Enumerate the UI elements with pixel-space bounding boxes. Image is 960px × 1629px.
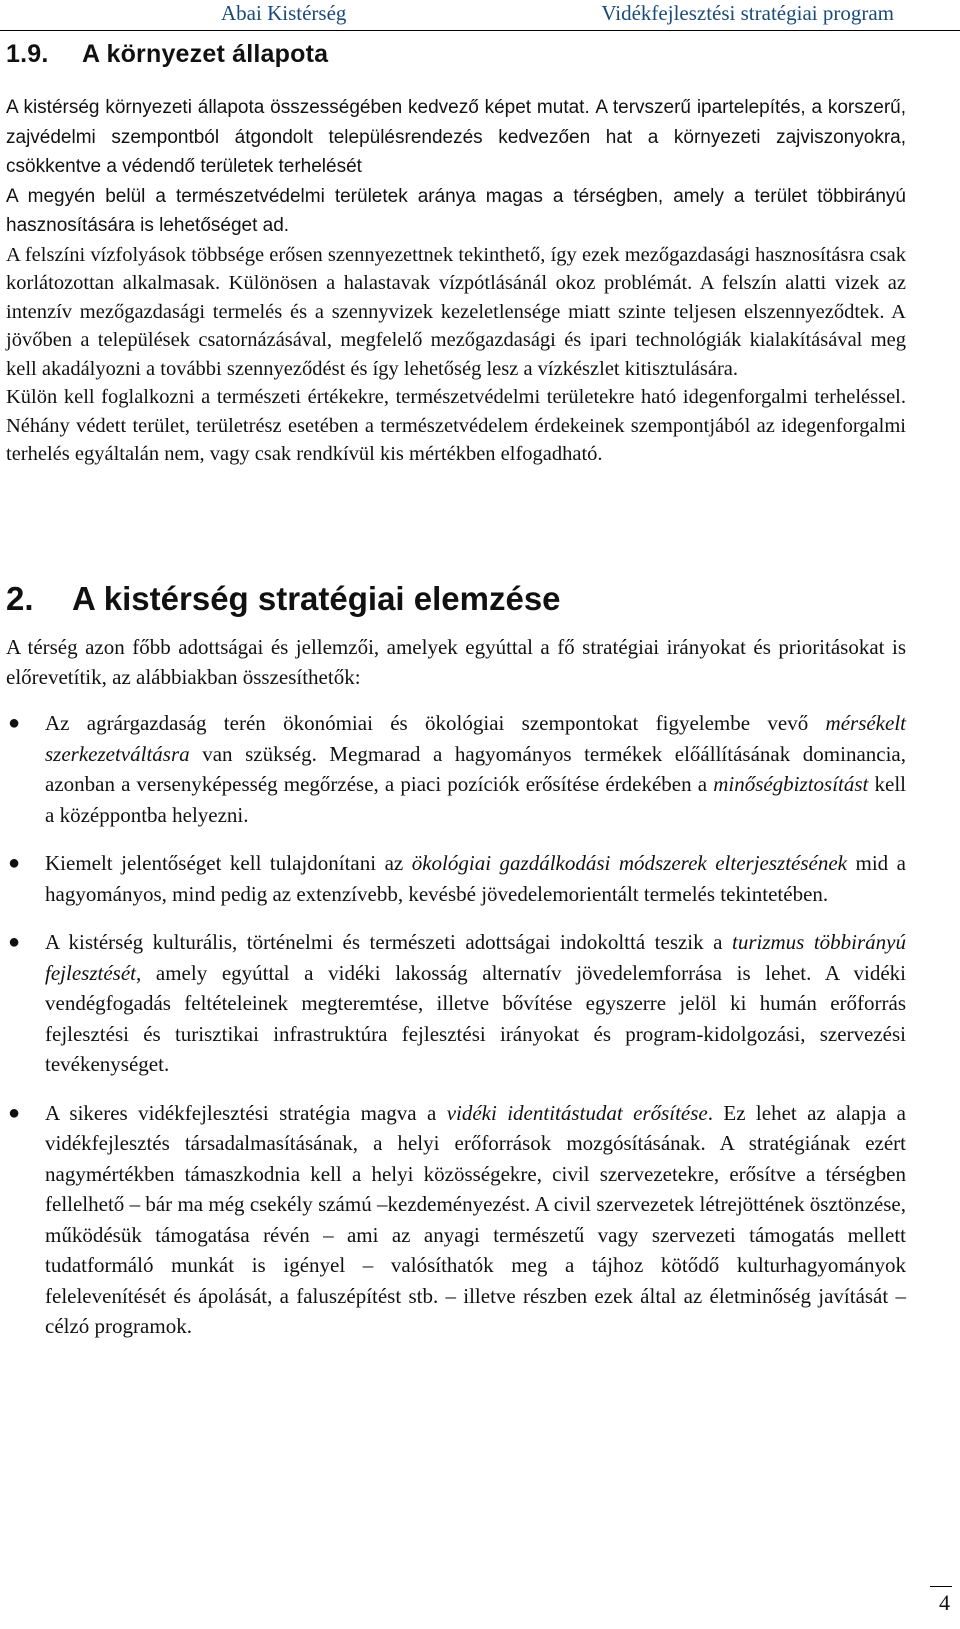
- paragraph-env-2: A tervszerű ipartelepítés, a korszerű, zajvédelmi szempontból átgondolt településrendezés kedvezően hat a környezeti zajviszonyokra, csökkentve a védendő területek terhelését: [6, 97, 906, 177]
- footer-rule: [930, 1586, 952, 1587]
- list-item: ● Kiemelt jelentőséget kell tulajdonítani az ökológiai gazdálkodási módszerek elterjesztésének mid a hagyományos, mind pedig az extenzívebb, kevésbé jövedelemorientált termelés tekintetében.: [0, 848, 906, 909]
- paragraph-water-2: A felszín alatti vizek az intenzív mezőgazdasági termelés és a szennyvizek kezeletlensége miatt szinte teljesen elszennyeződtek.: [6, 272, 907, 323]
- paragraph-water-1: A felszíni vízfolyások többsége erősen szennyezettnek tekinthető, így ezek mezőgazdasági hasznosításra csak korlátozottan alkalmasak. Különösen a halastavak vízpótlásánál okoz problémát.: [6, 243, 906, 294]
- header-region: Abai Kistérség: [221, 1, 347, 25]
- running-header: [0, 0, 960, 30]
- chapter-lead: A térség azon főbb adottságai és jellemzői, amelyek egyúttal a fő stratégiai irányokat és prioritásokat is előrevetítik, az alábbiakban összesíthetők:: [6, 635, 906, 689]
- section-title-text: A környezet állapota: [82, 40, 329, 68]
- chapter-title-text: A kistérség stratégiai elemzése: [72, 580, 561, 617]
- chapter-number: 2.: [6, 580, 34, 617]
- section-heading: [6, 40, 328, 69]
- chapter-heading: [6, 580, 561, 618]
- bullet-icon: ●: [8, 931, 21, 953]
- paragraph-water-3: A jövőben a települések csatornázásával, megfelelő mezőgazdasági és ipari technológiák kialakításával meg kell akadályozni a további szennyeződést és így lehetőség lesz a vízkészlet kitisztulására.: [6, 300, 906, 380]
- bullet-icon: ●: [8, 712, 21, 734]
- bullet-icon: ●: [8, 852, 21, 874]
- bullet-icon: ●: [8, 1101, 21, 1124]
- list-item: ● A kistérség kulturális, történelmi és természeti adottságai indokolttá teszik a turizmus többirányú fejlesztését, amely egyúttal a vidéki lakosság alternatív jövedelemforrása is lehet. A vidéki vendégfogadás feltételeinek megteremtése, illetve bővítése egyszerre jelöl ki humán erőforrás fejlesztési és turisztikai infrastruktúra fejlesztési irányokat és program-kidolgozási, szervezési tevékenységet.: [0, 927, 906, 1080]
- section-body: [6, 93, 906, 469]
- page-number: 4: [939, 1590, 950, 1615]
- header-rule: [0, 30, 960, 31]
- paragraph-tourism: Külön kell foglalkozni a természeti értékekre, természetvédelmi területekre ható idegenforgalmi terheléssel. Néhány védett terület, területrész esetében a természetvédelem érdekeinek szempontjából az idegenforgalmi terhelés egyáltalán nem, vagy csak rendkívül kis mértékben elfogadható.: [6, 386, 906, 465]
- list-item: ● Az agrárgazdaság terén ökonómiai és ökológiai szempontokat figyelembe vevő mérsékelt szerkezetváltásra van szükség. Megmarad a hagyományos termékek előállításának dominancia, azonban a versenyképesség megőrzése, a piaci pozíciók erősítése érdekében a minőségbiztosítást kell a középpontba helyezni.: [0, 708, 906, 830]
- header-program: Vidékfejlesztési stratégiai program: [601, 1, 894, 25]
- paragraph-env-1: A kistérség környezeti állapota összességében kedvező képet mutat.: [6, 97, 590, 118]
- paragraph-env-3: A megyén belül a természetvédelmi területek aránya magas a térségben, amely a terület többirányú hasznosítására is lehetőséget ad.: [6, 185, 906, 236]
- strategy-list: [0, 708, 960, 1360]
- section-number: 1.9.: [6, 40, 49, 68]
- list-item: ● A sikeres vidékfejlesztési stratégia magva a vidéki identitástudat erősítése. Ez lehet az alapja a vidékfejlesztés társadalmasításának, a helyi erőforrások mozgósításának. A stratégiának ezért nagymértékben támaszkodnia kell a helyi közösségekre, civil szervezetekre, erősítve a térségben fellelhető – bár ma még csekély számú –kezdeményezést. A civil szervezetek létrejöttének ösztönzése, működésük támogatása révén – ami az anyagi természetű vagy szervezeti támogatás mellett tudatformáló munkát is igényel – valósíthatók meg a tájhoz kötődő kulturhagyományok felelevenítését és ápolását, a faluszépítést stb. – illetve részben ezek által az életminőség javítását – célzó programok.: [0, 1098, 906, 1342]
